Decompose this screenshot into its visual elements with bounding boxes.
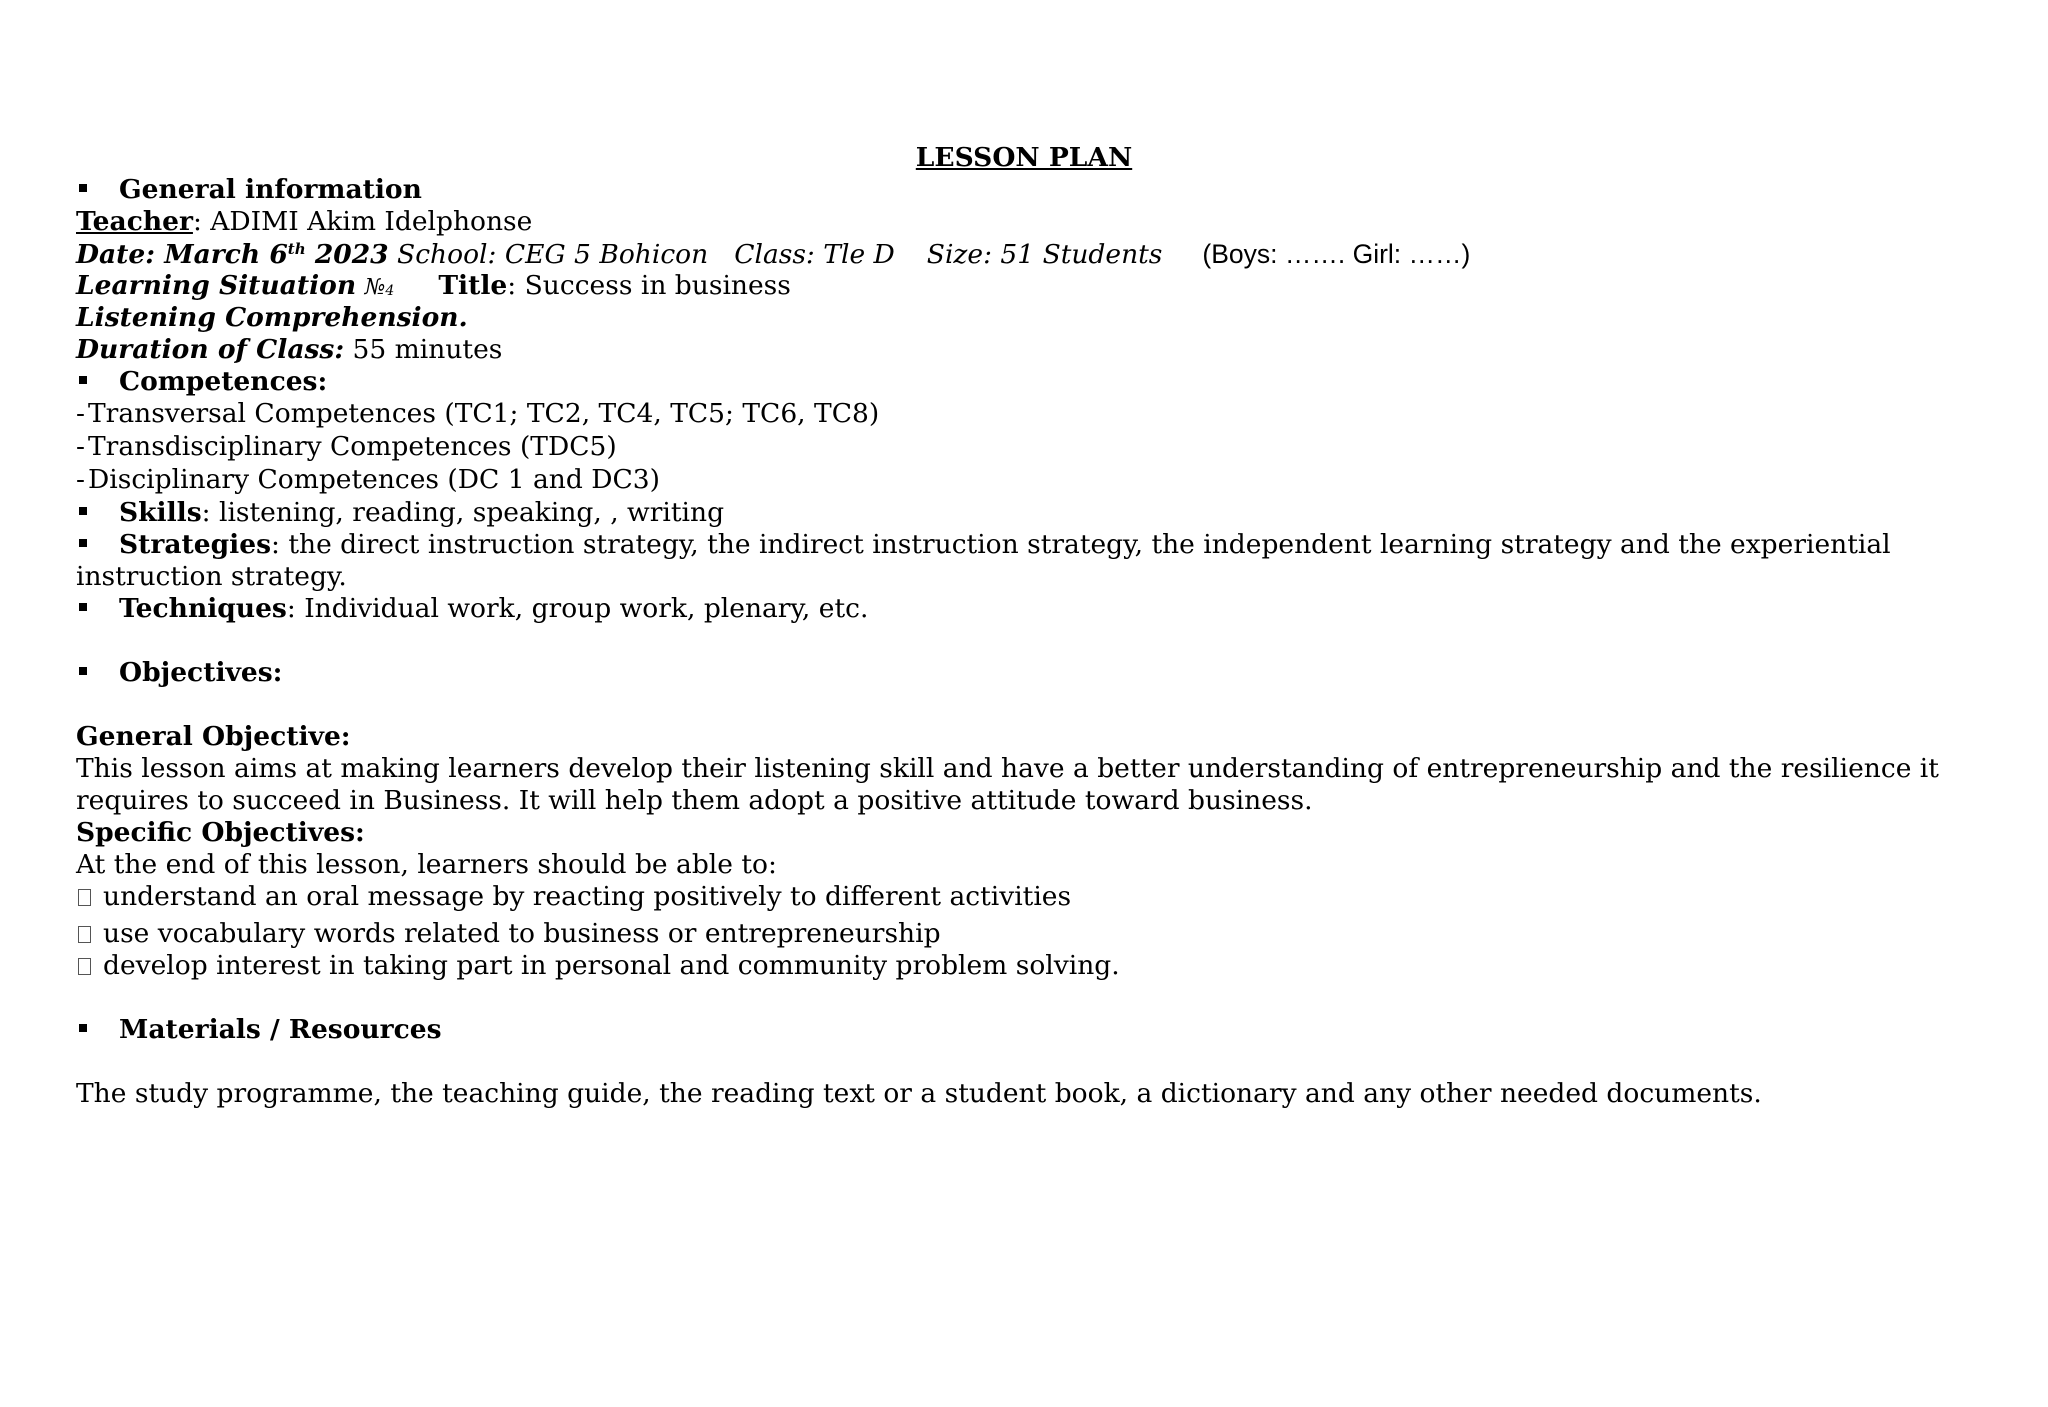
teacher-line: Teacher: ADIMI Akim Idelphonse bbox=[76, 206, 533, 237]
checkbox-icon bbox=[78, 889, 91, 906]
bullet-icon bbox=[79, 603, 87, 611]
materials-heading: Materials / Resources bbox=[76, 1014, 442, 1046]
duration-value: 55 minutes bbox=[344, 334, 503, 365]
strategies-continuation: instruction strategy. bbox=[76, 561, 347, 592]
techniques-label: Techniques bbox=[119, 593, 287, 624]
bullet-icon bbox=[79, 667, 87, 675]
learning-situation-label: Learning Situation bbox=[76, 270, 357, 301]
general-objective-text: This lesson aims at making learners develop their listening skill and have a better understanding of entrepreneurship and the resilience it bbox=[76, 753, 1939, 784]
materials-text: The study programme, the teaching guide, the reading text or a student book, a dictionary and any other needed documents. bbox=[76, 1078, 1762, 1109]
competences-heading: Competences: bbox=[76, 366, 327, 398]
techniques-line: Techniques: Individual work, group work, plenary, etc. bbox=[76, 593, 868, 625]
general-objective-text: requires to succeed in Business. It will help them adopt a positive attitude toward business. bbox=[76, 785, 1313, 816]
duration-label: Duration of Class: bbox=[76, 334, 345, 365]
checkbox-icon bbox=[78, 926, 91, 943]
general-objective-heading: General Objective: bbox=[76, 721, 351, 752]
general-information-heading: General information bbox=[76, 174, 422, 206]
specific-objective-item: understand an oral message by reacting positively to different activities bbox=[76, 881, 1071, 913]
objectives-heading: Objectives: bbox=[76, 657, 282, 689]
teacher-label: Teacher bbox=[76, 206, 193, 237]
skills-label: Skills bbox=[119, 497, 202, 528]
competence-item: - Disciplinary Competences (DC 1 and DC3) bbox=[76, 464, 660, 495]
bullet-icon bbox=[79, 539, 87, 547]
date-line: Date: March 6th 2023 School: CEG 5 Bohicon Class: Tle D Size: 51 Students (Boys: ……. Girl: ……) bbox=[76, 239, 1471, 270]
competence-item: - Transversal Competences (TC1; TC2, TC4, TC5; TC6, TC8) bbox=[76, 398, 880, 429]
school-value: School: CEG 5 Bohicon bbox=[388, 239, 709, 270]
bullet-icon bbox=[79, 376, 87, 384]
size-value: Size: 51 Students bbox=[926, 239, 1163, 270]
learning-situation-line bbox=[76, 270, 791, 302]
strategies-label: Strategies bbox=[119, 529, 271, 560]
boys-girls-value: (Boys: ……. Girl: ……) bbox=[1202, 239, 1471, 269]
date-label: Date: March 6 bbox=[76, 239, 288, 270]
title-label: Title bbox=[438, 270, 508, 301]
duration-line bbox=[76, 334, 502, 366]
strategies-line: Strategies: the direct instruction strategy, the indirect instruction strategy, the independent learning strategy and the experiential bbox=[76, 529, 1891, 561]
bullet-icon bbox=[79, 184, 87, 192]
skills-line: Skills: listening, reading, speaking, , writing bbox=[76, 497, 724, 529]
bullet-icon bbox=[79, 507, 87, 515]
specific-objective-item: use vocabulary words related to business or entrepreneurship bbox=[76, 918, 941, 950]
title-value: : Success in business bbox=[507, 270, 791, 301]
class-value: Class: Tle D bbox=[734, 239, 895, 270]
competence-item: - Transdisciplinary Competences (TDC5) bbox=[76, 431, 617, 462]
teacher-value: ADIMI Akim Idelphonse bbox=[201, 206, 533, 237]
learning-situation-number: $№_4$ bbox=[364, 275, 395, 300]
bullet-icon bbox=[79, 1024, 87, 1032]
page-title: LESSON PLAN bbox=[915, 142, 1133, 173]
specific-objectives-intro: At the end of this lesson, learners should be able to: bbox=[76, 849, 777, 880]
specific-objective-item: develop interest in taking part in personal and community problem solving. bbox=[76, 950, 1120, 982]
checkbox-icon bbox=[78, 958, 91, 975]
specific-objectives-heading: Specific Objectives: bbox=[76, 817, 365, 848]
listening-comprehension: Listening Comprehension. bbox=[76, 302, 468, 333]
